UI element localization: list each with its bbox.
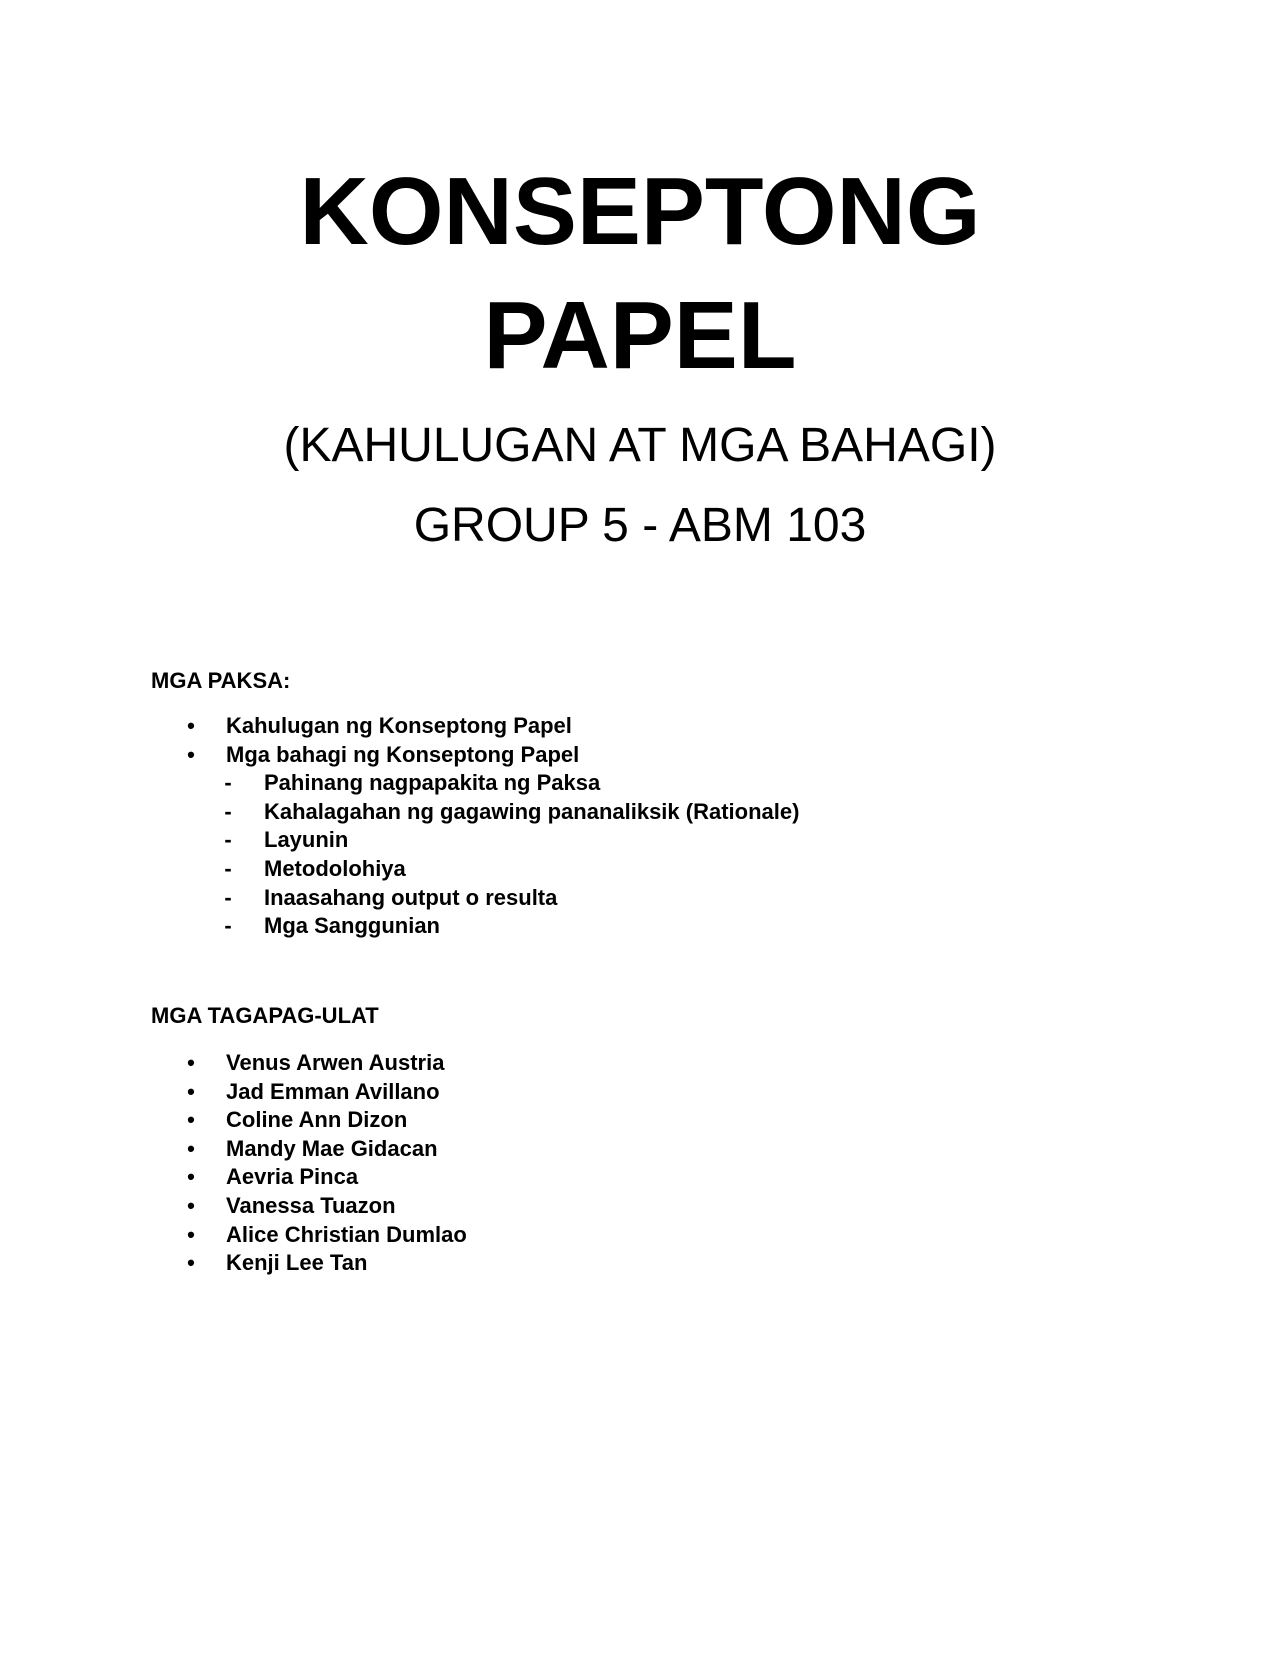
reporter-name: Kenji Lee Tan [226,1250,368,1276]
bullet-icon: • [187,1078,195,1104]
reporter-item [0,1163,1280,1192]
reporter-item [0,1135,1280,1164]
subtopic-item [0,769,1280,798]
bullet-icon: • [187,1135,195,1161]
dash-icon: - [224,827,232,853]
dash-icon: - [224,770,232,796]
topic-text: Kahulugan ng Konseptong Papel [226,713,572,738]
subtopic-text: Metodolohiya [264,855,406,881]
dash-icon: - [224,798,232,824]
reporters-list [0,1049,1280,1278]
bullet-icon: • [187,1250,195,1276]
group-label: GROUP 5 - ABM 103 [413,499,867,552]
bullet-icon: • [187,1107,195,1133]
bullet-icon: • [187,1192,195,1218]
reporter-name: Vanessa Tuazon [226,1192,396,1218]
subtopic-item [0,884,1280,913]
subtopic-item [0,855,1280,884]
document-subtitle: (KAHULUGAN AT MGA BAHAGI) [283,419,997,472]
reporter-name: Aevria Pinca [226,1164,359,1190]
reporter-item [0,1192,1280,1221]
subtopic-text: Mga Sanggunian [264,913,440,939]
subtopic-item [0,826,1280,855]
subtopic-text: Kahalagahan ng gagawing pananaliksik (Rationale) [264,798,800,824]
subtopic-item [0,798,1280,827]
topics-list [0,712,1280,941]
topic-item [0,741,1280,770]
bullet-icon: • [187,741,195,767]
reporters-heading: MGA TAGAPAG-ULAT [151,1003,379,1028]
dash-icon: - [224,855,232,881]
bullet-icon: • [187,1050,195,1075]
document-title-line-1: KONSEPTONG [299,158,981,265]
bullet-icon: • [187,1164,195,1190]
topics-heading: MGA PAKSA: [151,668,291,693]
subtopic-item [0,912,1280,941]
dash-icon: - [224,913,232,939]
reporter-name: Jad Emman Avillano [226,1078,440,1104]
reporter-name: Mandy Mae Gidacan [226,1135,438,1161]
subtopic-text: Inaasahang output o resulta [264,884,558,910]
bullet-icon: • [187,713,195,738]
reporter-name: Coline Ann Dizon [226,1107,408,1133]
bullet-icon: • [187,1221,195,1247]
reporter-name: Venus Arwen Austria [226,1050,445,1075]
reporter-item [0,1049,1280,1078]
topic-item [0,712,1280,741]
reporter-item [0,1221,1280,1250]
subtopic-text: Pahinang nagpapakita ng Paksa [264,770,601,796]
topic-text: Mga bahagi ng Konseptong Papel [226,741,580,767]
subtopic-text: Layunin [264,827,349,853]
reporter-item [0,1249,1280,1278]
reporter-name: Alice Christian Dumlao [226,1221,467,1247]
document-title-line-2: PAPEL [483,282,797,389]
dash-icon: - [224,884,232,910]
reporter-item [0,1078,1280,1107]
reporter-item [0,1106,1280,1135]
